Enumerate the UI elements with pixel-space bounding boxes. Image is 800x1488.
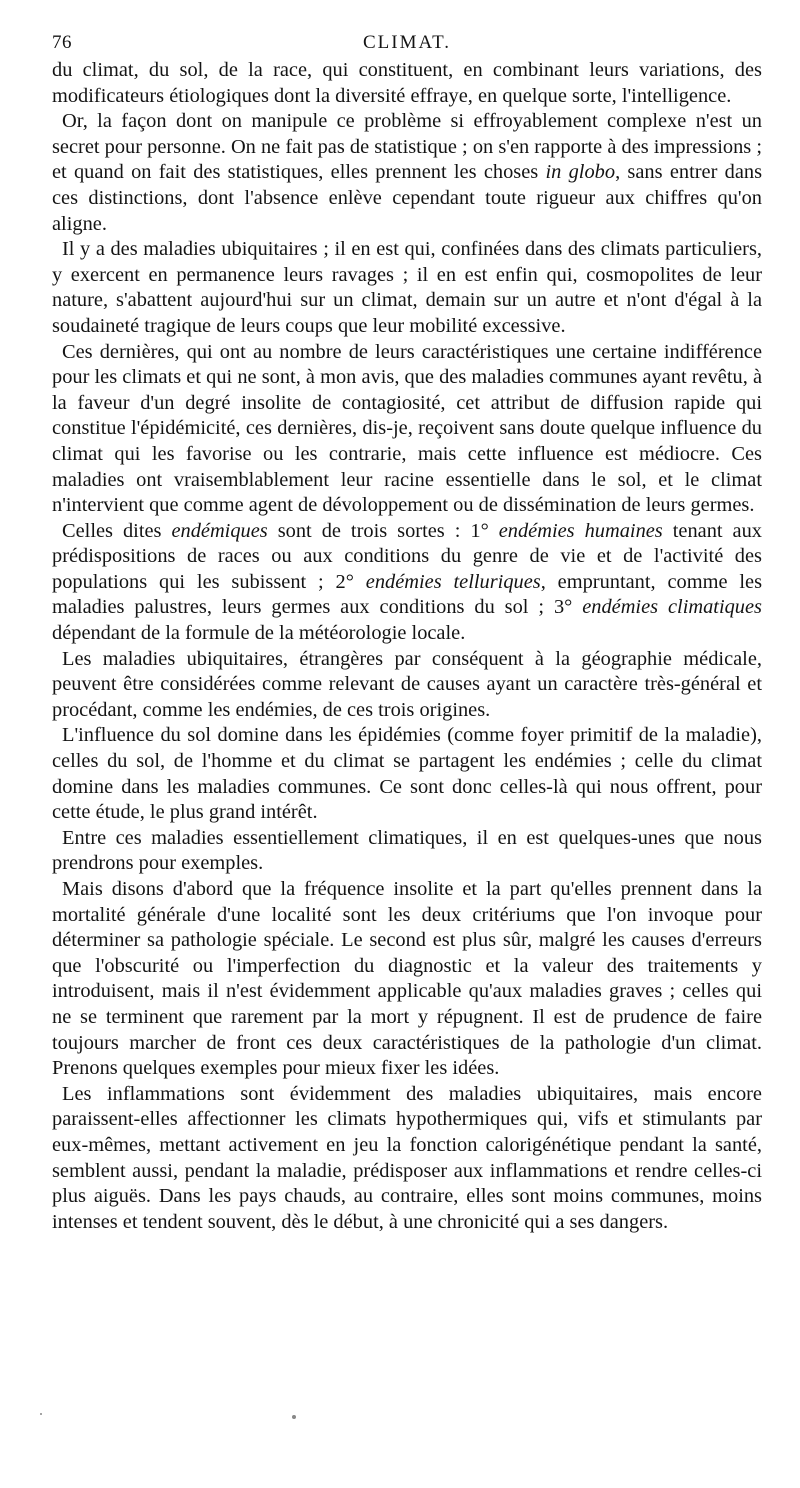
paragraph [52, 237, 762, 339]
paragraph [52, 877, 762, 1082]
page-header [52, 28, 762, 58]
running-title: CLIMAT. [362, 32, 452, 53]
text-run: Ces dernières, qui ont au nombre de leurs caractéristiques une certaine indifférence pour les climats et qui ne sont, à mon avis, que des maladies communes ayant revêtu, à la faveur d'un degré insolite de contagiosité, cet attribut de diffusion rapide qui constitue l'épidémicité, ces dernières, dis-je, reçoivent sans doute quelque influence du climat qui les favorise ou les contrarie, mais cette influence est médiocre. Ces maladies ont vraisemblablement leur racine essentielle dans le sol, et le climat n'intervient que comme agent de dévoloppement ou de dissémination de leurs germes. [52, 340, 762, 517]
paragraph [52, 109, 762, 237]
body-text [52, 58, 762, 1235]
text-run: , sans entrer dans ces distinctions, dont l'absence enlève cependant toute rigueur aux chiffres qu'on aligne. [52, 161, 763, 235]
text-run: tenant aux prédispositions de races ou aux conditions du genre de vie et de l'activité des populations qui les subissent ; 2° [52, 519, 762, 593]
text-run: Mais disons d'abord que la fréquence insolite et la part qu'elles prennent dans la mortalité générale d'une localité sont les deux critériums que l'on invoque pour déterminer sa pathologie spéciale. Le second est plus sûr, malgré les causes d'erreurs que l'obscurité ou l'imperfection du diagnostic et la valeur des traitements y introduisent, mais il n'est évidemment applicable qu'aux maladies graves ; celles qui ne se terminent que rarement par la mort y répugnent. Il est de prudence de faire toujours marcher de front ces deux caractéristiques de la pathologie d'un climat. Prenons quelques exemples pour mieux fixer les idées. [52, 878, 762, 1080]
italic-term: endémies climatiques [582, 596, 762, 619]
text-run: Les inflammations sont évidemment des maladies ubiquitaires, mais encore paraissent-elles affectionner les climats hypothermiques qui, vifs et stimulants par eux-mêmes, mettant activement en jeu la fonction calorigénétique pendant la santé, semblent aussi, pendant la maladie, prédisposer aux inflammations et rendre celles-ci plus aiguës. Dans les pays chauds, au contraire, elles sont moins communes, moins intenses et tendent souvent, dès le début, à une chronicité qui a ses dangers. [52, 1082, 762, 1233]
paragraph [52, 647, 762, 724]
italic-term: endémies humaines [498, 519, 663, 542]
italic-term: endémiques [171, 519, 268, 542]
text-run: Entre ces maladies essentiellement climatiques, il en est quelques-unes que nous prendrons pour exemples. [52, 826, 762, 875]
paragraph [52, 826, 762, 877]
text-run: Or, la façon dont on manipule ce problème si effroyablement complexe n'est un secret pour personne. On ne fait pas de statistique ; on s'en rapporte à des impressions ; et quand on fait des statistiques, elles prennent les choses [52, 110, 762, 184]
paragraph [52, 340, 762, 519]
text-run: L'influence du sol domine dans les épidémies (comme foyer primitif de la maladie), celles du sol, de l'homme et du climat se partagent les endémies ; celle du climat domine dans les maladies communes. Ce sont donc celles-là qui nous offrent, pour cette étude, le plus grand intérêt. [52, 724, 762, 824]
print-speck [40, 1413, 42, 1415]
text-run: , empruntant, comme les maladies palustres, leurs germes aux conditions du sol ; 3° [52, 570, 763, 619]
text-run: Il y a des maladies ubiquitaires ; il en est qui, confinées dans des climats particuliers, y exercent en permanence leurs ravages ; il en est enfin qui, cosmopolites de leur nature, s'abattent aujourd'hui sur un climat, demain sur un autre et n'ont d'égal à la soudaineté tragique de leurs coups que leur mobilité excessive. [52, 238, 762, 337]
paragraph [52, 723, 762, 825]
italic-term: in globo [545, 161, 616, 184]
text-run: sont de trois sortes : 1° [267, 519, 499, 542]
print-speck [292, 1415, 296, 1419]
italic-term: endémies telluriques [365, 570, 541, 593]
paragraph [52, 1082, 762, 1236]
text-run: du climat, du sol, de la race, qui constituent, en combinant leurs variations, des modificateurs étiologiques dont la diversité effraye, en quelque sorte, l'intelligence. [52, 59, 762, 107]
text-run: Les maladies ubiquitaires, étrangères par conséquent à la géographie médicale, peuvent être considérées comme relevant de causes ayant un caractère très-général et procédant, comme les endémies, de ces trois origines. [52, 647, 762, 721]
page-number: 76 [52, 32, 72, 53]
text-run: Celles dites [62, 519, 172, 542]
text-run: dépendant de la formule de la météorologie locale. [52, 622, 466, 645]
paragraph [52, 58, 762, 109]
paragraph [52, 519, 762, 647]
